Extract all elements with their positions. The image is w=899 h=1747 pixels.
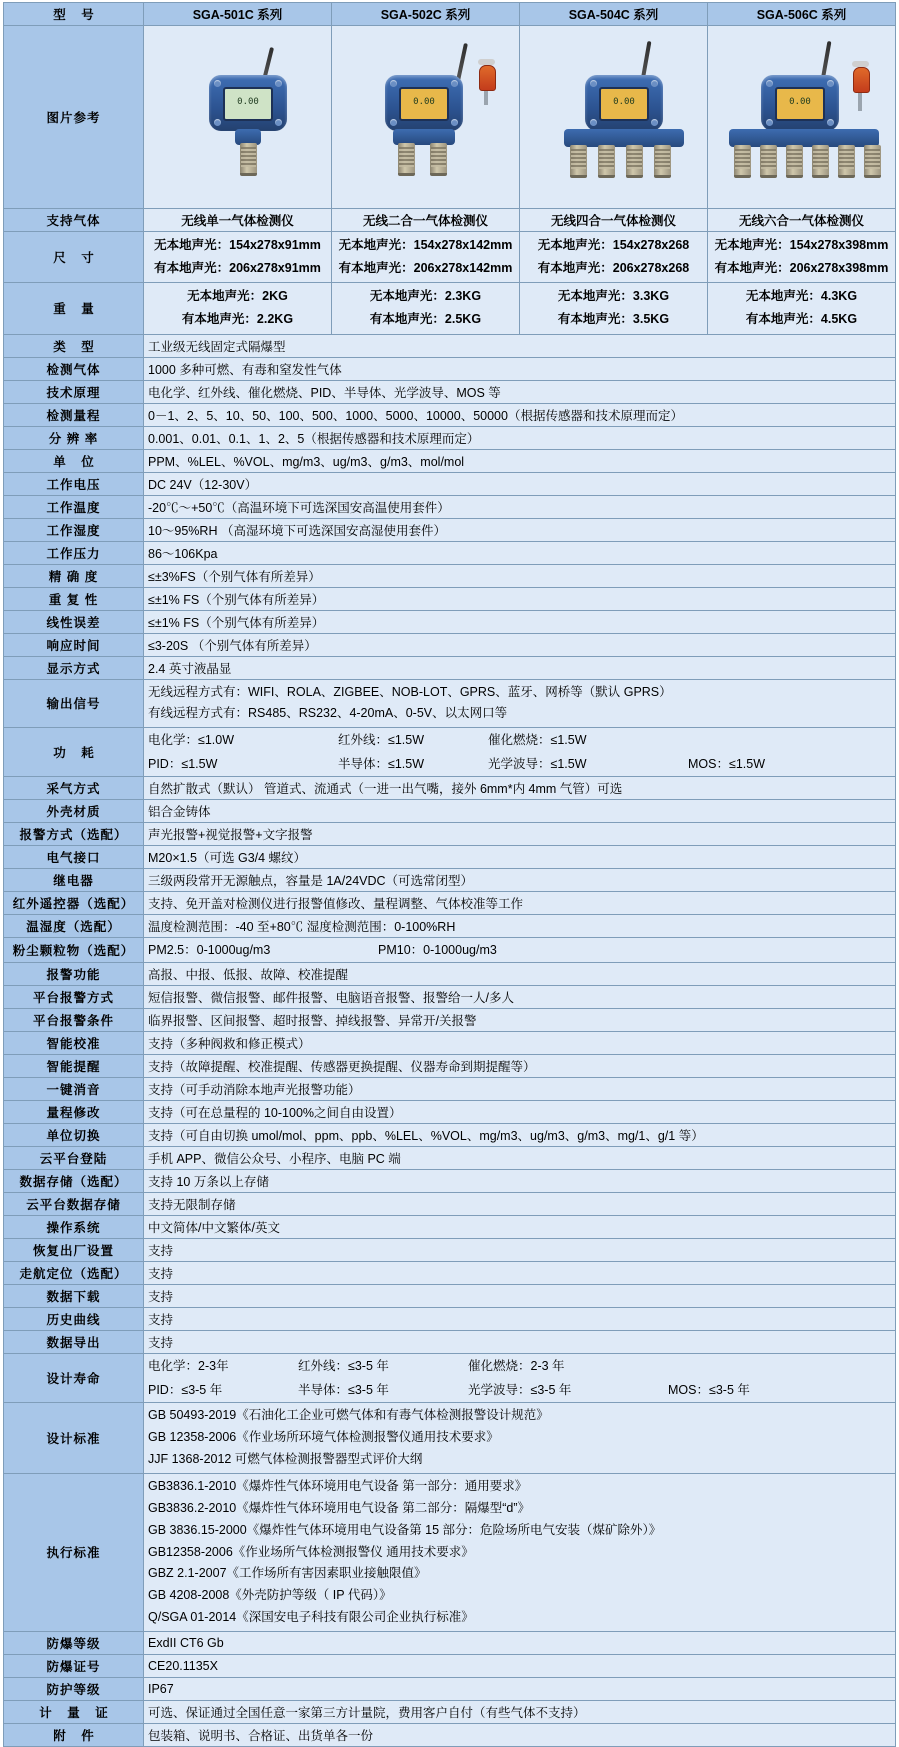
work-temp-value: -20℃～+50℃（高温环境下可选深国安高温使用套件） [144,495,896,518]
ex-grade-value: ExdII CT6 Gb [144,1632,896,1655]
weight-2: 无本地声光：2.3KG 有本地声光：2.5KG [332,283,520,334]
antenna-icon [456,43,468,81]
gas-support-3: 无线四合一气体检测仪 [520,209,708,232]
design-life-item: 光学波导：≤3-5 年 [468,1383,572,1398]
power-item: PID：≤1.5W [148,757,218,772]
gas-support-1: 无线单一气体检测仪 [144,209,332,232]
table-row-platform-alarm [4,986,896,1009]
lcd-screen: 0.00 [599,87,649,121]
row-label-metering-cert: 计 量 证 [4,1701,144,1724]
table-row-principle [4,380,896,403]
row-label-design-life: 设计寿命 [4,1354,144,1403]
size-3: 无本地声光：154x278x268 有本地声光：206x278x268 [520,232,708,283]
gas-sensor-probe [240,143,257,176]
gps-value: 支持 [144,1262,896,1285]
data-storage-value: 支持 10 万条以上存储 [144,1170,896,1193]
electrical-port-value: M20×1.5（可选 G3/4 螺纹） [144,846,896,869]
work-pressure-value: 86～106Kpa [144,541,896,564]
platform-alarm-value: 短信报警、微信报警、邮件报警、电脑语音报警、报警给一人/多人 [144,986,896,1009]
row-label-smart-remind: 智能提醒 [4,1055,144,1078]
table-row-ip-grade [4,1678,896,1701]
gas-inlet-manifold [729,129,879,147]
detector-housing [385,75,463,131]
row-label-gps: 走航定位（选配） [4,1262,144,1285]
relay-value: 三级两段常开无源触点，容量是 1A/24VDC（可选常闭型） [144,869,896,892]
standard-line: GB 50493-2019《石油化工企业可燃气体和有毒气体检测报警设计规范》 [148,1408,549,1423]
design-standard-value [144,1403,896,1474]
sampling-value: 自然扩散式（默认） 管道式、流通式（一进一出气嘴，接外 6mm*内 4mm 气管）可选 [144,777,896,800]
row-label-resolution: 分 辨 率 [4,426,144,449]
table-row-exec-standard [4,1473,896,1631]
row-label-display: 显示方式 [4,656,144,679]
row-label-ex-grade: 防爆等级 [4,1632,144,1655]
gas-sensor-probe [654,145,671,178]
row-label-detect-gas: 检测气体 [4,357,144,380]
table-row-linearity [4,610,896,633]
principle-value: 电化学、红外线、催化燃烧、PID、半导体、光学波导、MOS 等 [144,380,896,403]
design-life-value [144,1354,896,1403]
row-label-linearity: 线性误差 [4,610,144,633]
row-label-image-reference: 图片参考 [4,26,144,209]
gas-sensor-probe [812,145,829,178]
row-label-platform-alarm: 平台报警方式 [4,986,144,1009]
history-curve-value: 支持 [144,1308,896,1331]
row-label-exec-standard: 执行标准 [4,1473,144,1631]
table-row-gas-support [4,209,896,232]
table-row-range [4,403,896,426]
model-header-3: SGA-504C 系列 [520,3,708,26]
row-label-dust: 粉尘颗粒物（选配） [4,938,144,963]
row-label-work-humidity: 工作湿度 [4,518,144,541]
row-label-design-standard: 设计标准 [4,1403,144,1474]
repeatability-value: ≤±1% FS（个别气体有所差异） [144,587,896,610]
product-image-502c [332,26,520,209]
table-row-data-download [4,1285,896,1308]
dust-item: PM10：0-1000ug/m3 [378,943,497,958]
power-item: 光学波导：≤1.5W [488,757,587,772]
row-label-model: 型 号 [4,3,144,26]
alarm-beacon-icon [853,67,870,93]
row-label-ex-cert: 防爆证号 [4,1655,144,1678]
row-label-accessories: 附 件 [4,1724,144,1747]
row-label-range-modify: 量程修改 [4,1101,144,1124]
product-image-501c [144,26,332,209]
gas-support-2: 无线二合一气体检测仪 [332,209,520,232]
row-label-work-pressure: 工作压力 [4,541,144,564]
standard-line: JJF 1368-2012 可燃气体检测报警器型式评价大纲 [148,1452,423,1466]
row-label-unit-switch: 单位切换 [4,1124,144,1147]
row-label-shell: 外壳材质 [4,800,144,823]
lcd-screen: 0.00 [775,87,825,121]
standard-line: GBZ 2.1-2007《工作场所有害因素职业接触限值》 [148,1566,427,1581]
row-label-gas-support: 支持气体 [4,209,144,232]
table-row-display [4,656,896,679]
standard-line: GB 4208-2008《外壳防护等级（ IP 代码）》 [148,1588,392,1603]
row-label-alarm-mode: 报警方式（选配） [4,823,144,846]
table-row-model [4,3,896,26]
table-row-work-humidity [4,518,896,541]
row-label-accuracy: 精 确 度 [4,564,144,587]
gas-sensor-probe [838,145,855,178]
row-label-factory-reset: 恢复出厂设置 [4,1239,144,1262]
design-life-item [668,1356,891,1376]
dust-item: PM2.5：0-1000ug/m3 [148,943,271,958]
table-row-design-life [4,1354,896,1403]
size-2: 无本地声光：154x278x142mm 有本地声光：206x278x142mm [332,232,520,283]
gas-sensor-probe [598,145,615,178]
row-label-ip-grade: 防护等级 [4,1678,144,1701]
accessories-value: 包装箱、说明书、合格证、出货单各一份 [144,1724,896,1747]
alarm-func-value: 高报、中报、低报、故障、校准提醒 [144,963,896,986]
gas-sensor-probe [398,143,415,176]
wireless-dual-gas-detector-illustration [336,29,536,205]
dust-value [144,938,896,963]
table-row-shell [4,800,896,823]
model-header-4: SGA-506C 系列 [708,3,896,26]
temp-humidity-value: 温度检测范围：-40 至+80℃ 湿度检测范围：0-100%RH [144,915,896,938]
row-label-data-storage: 数据存储（选配） [4,1170,144,1193]
table-row-alarm-mode [4,823,896,846]
design-life-item: MOS：≤3-5 年 [668,1383,750,1398]
table-row-range-modify [4,1101,896,1124]
standard-line: GB 3836.15-2000《爆炸性气体环境用电气设备第 15 部分：危险场所电气安装（煤矿除外）》 [148,1522,662,1537]
row-label-electrical-port: 电气接口 [4,846,144,869]
gas-sensor-probe [786,145,803,178]
data-download-value: 支持 [144,1285,896,1308]
specification-table [3,2,896,1747]
table-row-remote [4,892,896,915]
table-row-history-curve [4,1308,896,1331]
table-row-voltage [4,472,896,495]
row-label-work-temp: 工作温度 [4,495,144,518]
table-row-accessories [4,1724,896,1747]
size-4: 无本地声光：154x278x398mm 有本地声光：206x278x398mm [708,232,896,283]
size-1: 无本地声光：154x278x91mm 有本地声光：206x278x91mm [144,232,332,283]
row-label-cloud-storage: 云平台数据存储 [4,1193,144,1216]
gas-sensor-probe [734,145,751,178]
row-label-weight: 重 量 [4,283,144,334]
table-row-os [4,1216,896,1239]
product-image-506c [708,26,896,209]
table-row-ex-cert [4,1655,896,1678]
row-label-response: 响应时间 [4,633,144,656]
standard-line: GB 12358-2006《作业场所环境气体检测报警仪通用技术要求》 [148,1430,499,1445]
model-header-2: SGA-502C 系列 [332,3,520,26]
category-value: 工业级无线固定式隔爆型 [144,334,896,357]
row-label-temp-humidity: 温湿度（选配） [4,915,144,938]
row-label-remote: 红外遥控器（选配） [4,892,144,915]
range-value: 0－1、2、5、10、50、100、500、1000、5000、10000、50000（根据传感器和技术原理而定） [144,403,896,426]
cloud-storage-value: 支持无限制存储 [144,1193,896,1216]
power-value [144,728,896,777]
table-row-power [4,728,896,777]
linearity-value: ≤±1% FS（个别气体有所差异） [144,610,896,633]
table-row-output [4,679,896,728]
table-row-platform-alarm-cond [4,1009,896,1032]
table-row-detect-gas [4,357,896,380]
table-row-category [4,334,896,357]
table-row-cloud-login [4,1147,896,1170]
gas-sensor-probe [864,145,881,178]
power-item [688,730,848,750]
work-humidity-value: 10～95%RH （高湿环境下可选深国安高湿使用套件） [144,518,896,541]
table-row-alarm-func [4,963,896,986]
row-label-relay: 继电器 [4,869,144,892]
metering-cert-value: 可选、保证通过全国任意一家第三方计量院，费用客户自付（有些气体不支持） [144,1701,896,1724]
mute-value: 支持（可手动消除本地声光报警功能） [144,1078,896,1101]
power-item: 催化燃烧：≤1.5W [488,733,587,748]
range-modify-value: 支持（可在总量程的 10-100%之间自由设置） [144,1101,896,1124]
power-item: 红外线：≤1.5W [338,733,425,748]
table-row-repeatability [4,587,896,610]
table-row-unit-switch [4,1124,896,1147]
shell-value: 铝合金铸体 [144,800,896,823]
table-row-unit [4,449,896,472]
table-row-response [4,633,896,656]
weight-1: 无本地声光：2KG 有本地声光：2.2KG [144,283,332,334]
accuracy-value: ≤±3%FS（个别气体有所差异） [144,564,896,587]
remote-value: 支持、免开盖对检测仪进行报警值修改、量程调整、气体校准等工作 [144,892,896,915]
detect-gas-value: 1000 多种可燃、有毒和窒发性气体 [144,357,896,380]
table-row-sampling [4,777,896,800]
gas-sensor-probe [626,145,643,178]
ip-grade-value: IP67 [144,1678,896,1701]
table-row-relay [4,869,896,892]
factory-reset-value: 支持 [144,1239,896,1262]
unit-value: PPM、%LEL、%VOL、mg/m3、ug/m3、g/m3、mol/mol [144,449,896,472]
table-row-accuracy [4,564,896,587]
gas-support-4: 无线六合一气体检测仪 [708,209,896,232]
voltage-value: DC 24V（12-30V） [144,472,896,495]
weight-4: 无本地声光：4.3KG 有本地声光：4.5KG [708,283,896,334]
standard-line: GB3836.2-2010《爆炸性气体环境用电气设备 第二部分：隔爆型“d”》 [148,1500,531,1515]
table-row-smart-remind [4,1055,896,1078]
row-label-power: 功 耗 [4,728,144,777]
table-row-resolution [4,426,896,449]
gas-sensor-probe [760,145,777,178]
row-label-os: 操作系统 [4,1216,144,1239]
display-value: 2.4 英寸液晶显 [144,656,896,679]
smart-cal-value: 支持（多种阀救和修正模式） [144,1032,896,1055]
row-label-unit: 单 位 [4,449,144,472]
output-value: 无线远程方式有：WIFI、ROLA、ZIGBEE、NOB-LOT、GPRS、蓝牙、网桥等（默认 GPRS） 有线远程方式有：RS485、RS232、4-20mA、0-5V、以太网口等 [144,679,896,728]
weight-3: 无本地声光：3.3KG 有本地声光：3.5KG [520,283,708,334]
table-row-temp-humidity [4,915,896,938]
gas-sensor-probe [570,145,587,178]
row-label-history-curve: 历史曲线 [4,1308,144,1331]
table-row-data-export [4,1331,896,1354]
row-label-voltage: 工作电压 [4,472,144,495]
table-row-smart-cal [4,1032,896,1055]
table-row-size [4,232,896,283]
data-export-value: 支持 [144,1331,896,1354]
row-label-range: 检测量程 [4,403,144,426]
table-row-factory-reset [4,1239,896,1262]
exec-standard-value [144,1473,896,1631]
power-item: MOS：≤1.5W [688,757,766,772]
standard-line: Q/SGA 01-2014《深国安电子科技有限公司企业执行标准》 [148,1610,474,1625]
lcd-screen: 0.00 [223,87,273,121]
row-label-cloud-login: 云平台登陆 [4,1147,144,1170]
platform-alarm-cond-value: 临界报警、区间报警、超时报警、掉线报警、异常开/关报警 [144,1009,896,1032]
row-label-data-export: 数据导出 [4,1331,144,1354]
table-row-design-standard [4,1403,896,1474]
design-life-item: 红外线：≤3-5 年 [298,1359,389,1374]
design-life-item: 电化学：2-3年 [148,1359,229,1374]
table-row-gps [4,1262,896,1285]
table-row-work-pressure [4,541,896,564]
wireless-four-gas-detector-illustration [524,29,724,205]
row-label-output: 输出信号 [4,679,144,728]
row-label-sampling: 采气方式 [4,777,144,800]
table-row-data-storage [4,1170,896,1193]
model-header-1: SGA-501C 系列 [144,3,332,26]
alarm-beacon-icon [479,65,496,91]
table-row-dust [4,938,896,963]
row-label-repeatability: 重 复 性 [4,587,144,610]
gas-sensor-probe [430,143,447,176]
row-label-category: 类 型 [4,334,144,357]
power-item: 电化学：≤1.0W [148,733,235,748]
row-label-smart-cal: 智能校准 [4,1032,144,1055]
design-life-item: PID：≤3-5 年 [148,1383,223,1398]
table-row-images [4,26,896,209]
unit-switch-value: 支持（可自由切换 umol/mol、ppm、ppb、%LEL、%VOL、mg/m3、ug/m3、g/m3、mg/1、g/1 等） [144,1124,896,1147]
lcd-screen: 0.00 [399,87,449,121]
row-label-principle: 技术原理 [4,380,144,403]
smart-remind-value: 支持（故障提醒、校准提醒、传感器更换提醒、仪器寿命到期提醒等） [144,1055,896,1078]
table-row-electrical-port [4,846,896,869]
wireless-six-gas-detector-illustration [712,29,899,205]
table-row-metering-cert [4,1701,896,1724]
wireless-single-gas-detector-illustration [148,29,348,205]
product-image-504c [520,26,708,209]
design-life-item: 半导体：≤3-5 年 [298,1383,389,1398]
row-label-alarm-func: 报警功能 [4,963,144,986]
cloud-login-value: 手机 APP、微信公众号、小程序、电脑 PC 端 [144,1147,896,1170]
response-value: ≤3-20S （个别气体有所差异） [144,633,896,656]
standard-line: GB3836.1-2010《爆炸性气体环境用电气设备 第一部分：通用要求》 [148,1478,528,1493]
row-label-size: 尺 寸 [4,232,144,283]
table-row-mute [4,1078,896,1101]
alarm-mode-value: 声光报警+视觉报警+文字报警 [144,823,896,846]
resolution-value: 0.001、0.01、0.1、1、2、5（根据传感器和技术原理而定） [144,426,896,449]
os-value: 中文简体/中文繁体/英文 [144,1216,896,1239]
detector-housing [761,75,839,131]
table-row-work-temp [4,495,896,518]
table-row-ex-grade [4,1632,896,1655]
table-row-weight [4,283,896,334]
power-item: 半导体：≤1.5W [338,757,425,772]
ex-cert-value: CE20.1135X [144,1655,896,1678]
detector-housing [209,75,287,131]
row-label-data-download: 数据下载 [4,1285,144,1308]
table-row-cloud-storage [4,1193,896,1216]
detector-housing [585,75,663,131]
row-label-platform-alarm-cond: 平台报警条件 [4,1009,144,1032]
standard-line: GB12358-2006《作业场所气体检测报警仪 通用技术要求》 [148,1544,474,1559]
row-label-mute: 一键消音 [4,1078,144,1101]
design-life-item: 催化燃烧：2-3 年 [468,1359,565,1374]
